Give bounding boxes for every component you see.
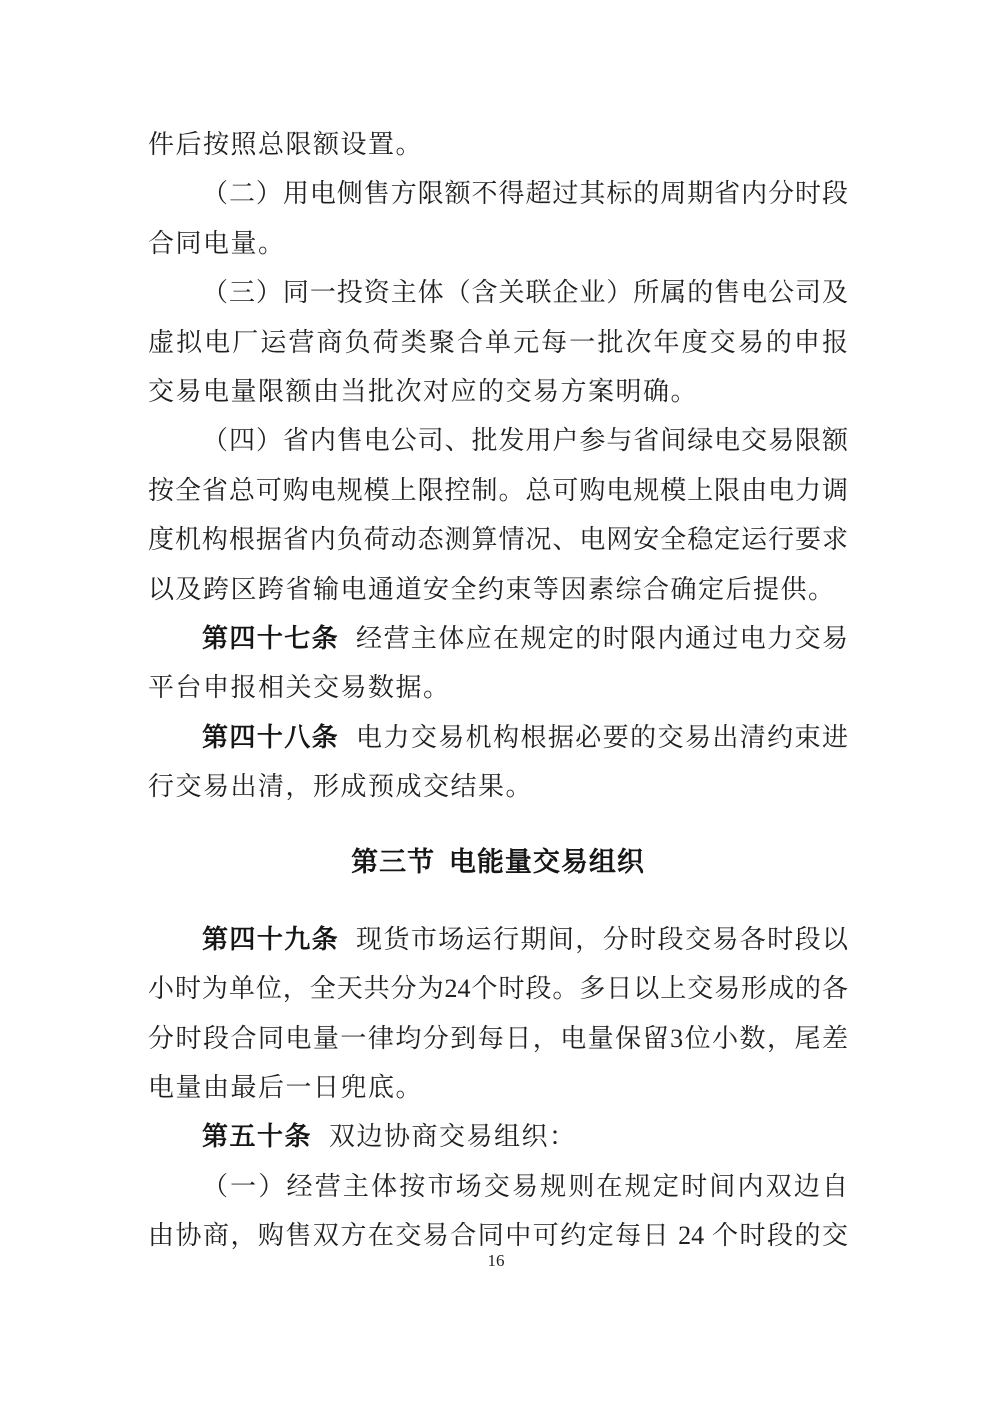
- text-line: 按全省总可购电规模上限控制。总可购电规模上限由电力调: [148, 475, 848, 505]
- text-line: 平台申报相关交易数据。: [148, 673, 451, 703]
- text-line: [148, 614, 848, 663]
- text-line: （四）省内售电公司、批发用户参与省间绿电交易限额: [202, 426, 848, 456]
- text-line: 件后按照总限额设置。: [148, 130, 424, 159]
- text-line: 交易电量限额由当批次对应的交易方案明确。: [148, 376, 699, 406]
- article-number: 第四十八条: [202, 722, 340, 752]
- text-line: [148, 713, 848, 762]
- article-text: 双边协商交易组织：: [329, 1122, 577, 1152]
- document-text: [148, 120, 848, 1261]
- page-number: 16: [487, 1251, 505, 1270]
- section-heading: 第三节 电能量交易组织: [351, 847, 645, 878]
- text-line: 小时为单位，全天共分为24个时段。多日以上交易形成的各: [148, 974, 848, 1004]
- text-line: （二）用电侧售方限额不得超过其标的周期省内分时段: [202, 179, 848, 209]
- article-number: 第五十条: [202, 1122, 313, 1152]
- text-line: 合同电量。: [148, 228, 286, 258]
- text-line: 由协商，购售双方在交易合同中可约定每日 24 个时段的交: [148, 1221, 848, 1251]
- text-line: [148, 915, 848, 964]
- article-text: 经营主体应在规定的时限内通过电力交易: [356, 623, 848, 653]
- text-line: [148, 1112, 848, 1161]
- text-line: 虚拟电厂运营商负荷类聚合单元每一批次年度交易的申报: [148, 327, 848, 357]
- article-number: 第四十七条: [202, 623, 340, 653]
- text-line: 分时段合同电量一律均分到每日，电量保留3位小数，尾差: [148, 1023, 848, 1053]
- article-number: 第四十九条: [202, 924, 340, 954]
- article-text: 电力交易机构根据必要的交易出清约束进: [356, 722, 848, 752]
- text-line: 以及跨区跨省输电通道安全约束等因素综合确定后提供。: [148, 574, 836, 604]
- text-line: （一）经营主体按市场交易规则在规定时间内双边自: [202, 1171, 848, 1201]
- text-line: 电量由最后一日兜底。: [148, 1073, 424, 1103]
- text-line: 度机构根据省内负荷动态测算情况、电网安全稳定运行要求: [148, 525, 848, 555]
- article-text: 现货市场运行期间，分时段交易各时段以: [356, 924, 848, 954]
- text-line: 行交易出清，形成预成交结果。: [148, 772, 534, 802]
- text-line: （三）同一投资主体（含关联企业）所属的售电公司及: [202, 278, 848, 308]
- page-footer: [0, 1251, 992, 1271]
